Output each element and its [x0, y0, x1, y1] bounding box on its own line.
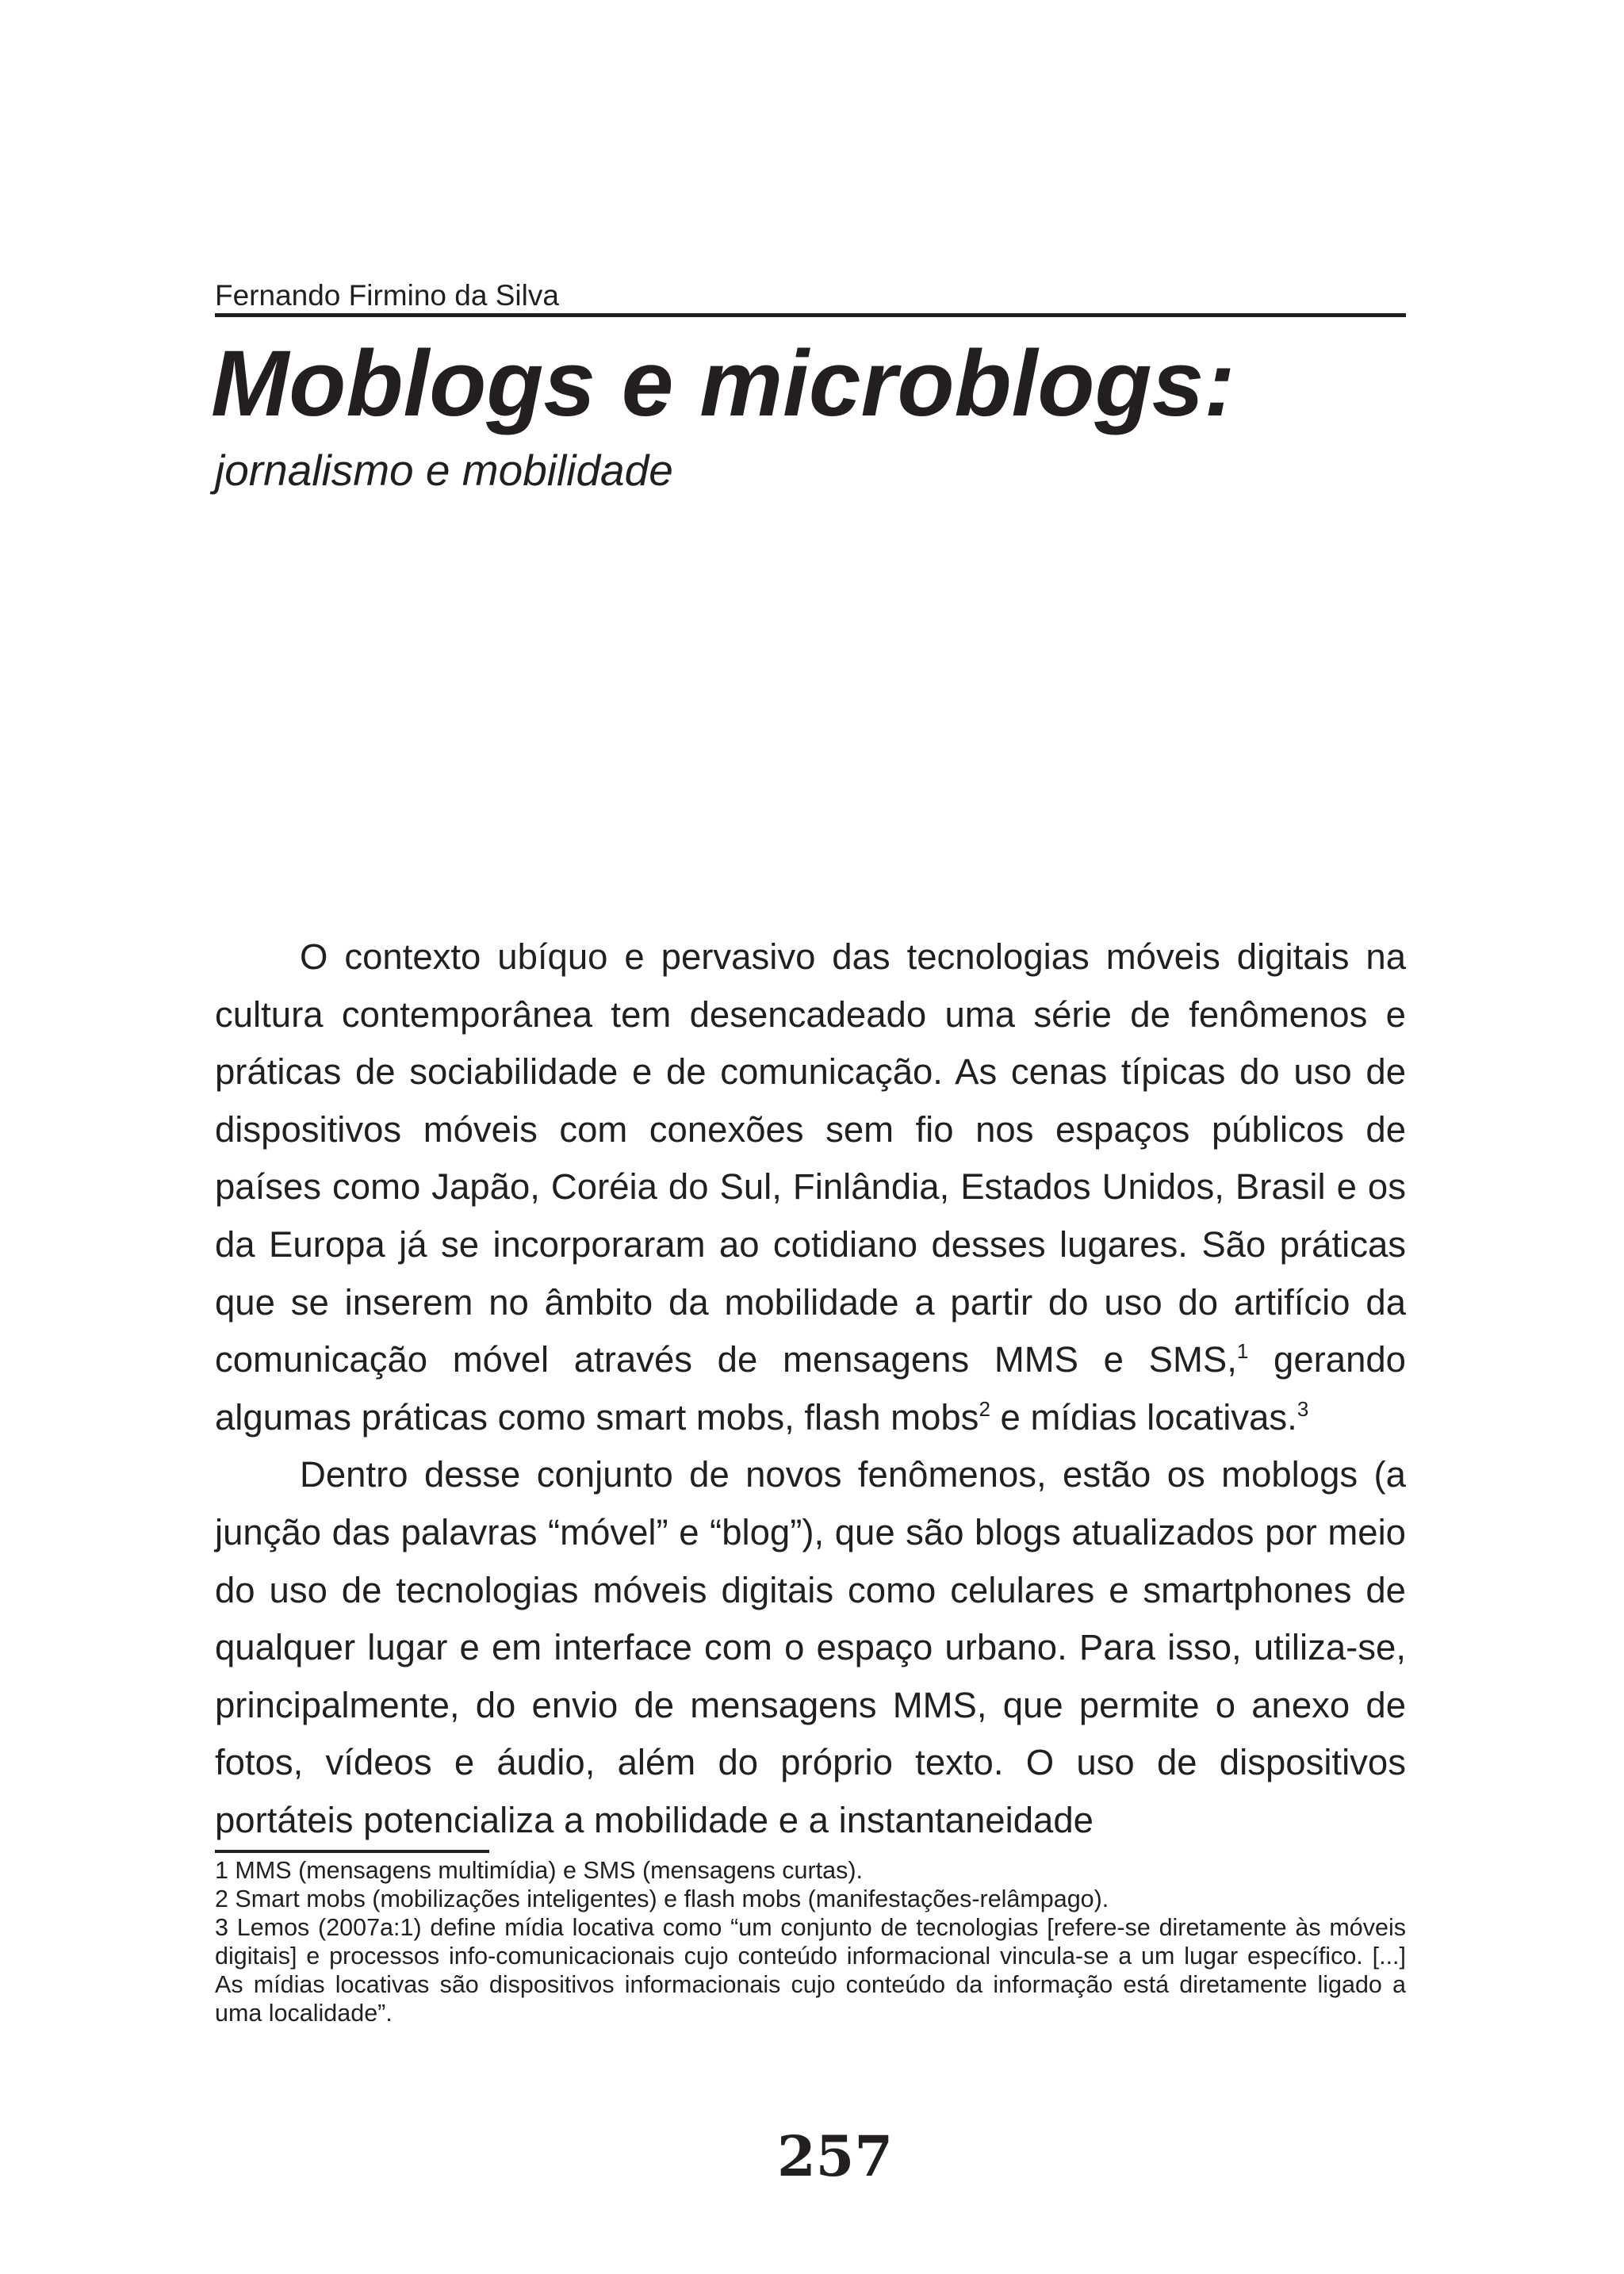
- chapter-subtitle: jornalismo e mobilidade: [215, 446, 673, 495]
- page-number: 257: [776, 2123, 894, 2189]
- paragraph-2: Dentro desse conjunto de novos fenômenos, estão os moblogs (a junção das palavras “móvel” e “blog”), que são blogs atualizados por meio do uso de tecnologias móveis digitais como celulares e smartphones de qualquer lugar e em interface com o espaço urbano. Para isso, utiliza-se, principalmente, do envio de mensagens MMS, que permite o anexo de fotos, vídeos e áudio, além do próprio texto. O uso de dispositivos portáteis potencializa a mobilidade e a instantaneidade: [215, 1454, 1406, 1840]
- body-text: [215, 928, 1406, 1850]
- paragraph-1-text-c: e mídias locativas.: [990, 1396, 1297, 1438]
- footnote-ref-3: 3: [1297, 1396, 1309, 1421]
- footnote-3: 3 Lemos (2007a:1) define mídia locativa como “um conjunto de tecnologias [refere-se diretamente às móveis digitais] e processos info-comunicacionais cujo conteúdo informacional vincula-se a um lugar específico. [...] As mídias locativas são dispositivos informacionais cujo conteúdo da informação está diretamente ligado a uma localidade”.: [215, 1914, 1406, 2027]
- chapter-title: Moblogs e microblogs:: [211, 331, 1235, 436]
- footnote-2: 2 Smart mobs (mobilizações inteligentes) e flash mobs (manifestações-relâmpago).: [215, 1885, 1109, 1912]
- footnote-ref-1: 1: [1236, 1339, 1249, 1364]
- author-name: Fernando Firmino da Silva: [215, 278, 1406, 317]
- paragraph-1-text-b: gerando algumas práticas como smart mobs, flash mobs: [215, 1339, 1406, 1438]
- footnote-ref-2: 2: [979, 1396, 990, 1421]
- paragraph-1-text-a: O contexto ubíquo e pervasivo das tecnologias móveis digitais na cultura contemporânea tem desencadeado uma série de fenômenos e práticas de sociabilidade e de comunicação. As cenas típicas do uso de dispositivos móveis com conexões sem fio nos espaços públicos de países como Japão, Coréia do Sul, Finlândia, Estados Unidos, Brasil e os da Europa já se incorporaram ao cotidiano desses lugares. São práticas que se inserem no âmbito da mobilidade a partir do uso do artifício da comunicação móvel através de mensagens MMS e SMS,: [215, 936, 1406, 1380]
- footnote-separator: [215, 1850, 489, 1853]
- paragraph-1: [215, 928, 1406, 1446]
- footnote-1: 1 MMS (mensagens multimídia) e SMS (mensagens curtas).: [215, 1857, 863, 1884]
- footnotes: [215, 1856, 1406, 2027]
